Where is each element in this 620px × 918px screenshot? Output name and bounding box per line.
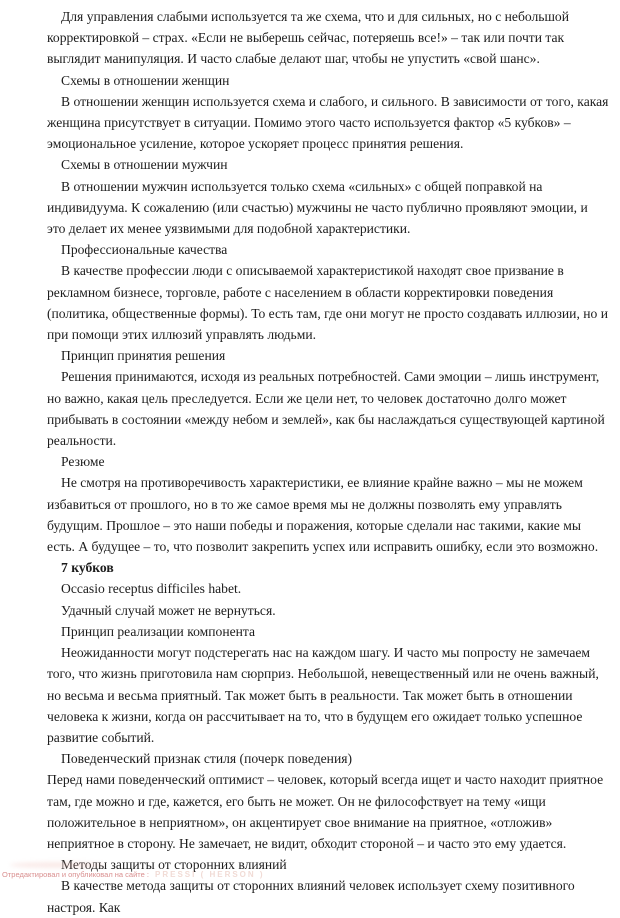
heading-professional-qualities: Профессиональные качества <box>61 242 228 258</box>
heading-behavior-style: Поведенческий признак стиля (почерк поведения) <box>61 751 352 767</box>
publisher-watermark-logo: PRESSI ( HERSON ) <box>155 870 265 879</box>
heading-component-realization: Принцип реализации компонента <box>61 623 256 639</box>
paragraph-schemes-women: В отношении женщин используется схема и слабого, и сильного. В зависимости от того, какая женщина присутствует в ситуации. Помимо этого часто используется фактор «5 кубков» – эмоциональное усиление, которое ускоряет процесс принятия решения. <box>47 93 609 152</box>
heading-decision-principle: Принцип принятия решения <box>61 348 226 364</box>
publisher-credit-text: Отредактировал и опубликовал на сайте : <box>2 870 149 879</box>
paragraph-component-realization: Неожиданности могут подстерегать нас на каждом шагу. И часто мы попросту не замечаем того, что жизнь приготовила нам сюрприз. Небольшой, невещественный или не очень важный, но весьма и весьма приятный. Так может быть в реальности. Так может быть в отношении человека к жизни, когда он рассчитывает на то, что в будущем его ожидает только успешное развитие событий. <box>47 645 599 745</box>
heading-schemes-women: Схемы в отношении женщин <box>61 72 230 88</box>
paragraph-resume: Не смотря на противоречивость характеристики, ее влияние крайне важно – мы не можем избавиться от прошлого, но в то же самое время мы не должны позволять ему управлять будущим. Прошлое – это наши победы и поражения, которые сделали нас такими, какие мы есть. А будущее – то, что позволит закрепить успех или исправить ошибку, если это возможно. <box>47 475 599 555</box>
paragraph-decision-principle: Решения принимаются, исходя из реальных потребностей. Сами эмоции – лишь инструмент, но важно, какая цель преследуется. Если же цели нет, то человек достаточно долго может прибывать в состоянии «между небом и землей», как бы наслаждаться существующей картиной реальности. <box>47 369 605 449</box>
heading-protection-methods: Методы защиты от сторонних влияний <box>61 857 287 873</box>
chapter-title-seven-of-cups: 7 кубков <box>61 560 114 576</box>
watermark-smudge <box>10 862 106 868</box>
paragraph-protection-methods: В качестве метода защиты от сторонних влияний человек использует схему позитивного настроя. Как <box>47 878 575 915</box>
epigraph-latin: Occasio receptus difficiles habet. <box>61 581 242 597</box>
heading-resume: Резюме <box>61 454 105 470</box>
paragraph-schemes-men: В отношении мужчин используется только схема «сильных» с общей поправкой на индивидуума. К сожалению (или счастью) мужчины не часто публично проявляют эмоции, и это делает их менее уязвимыми для подобной характеристики. <box>47 178 588 237</box>
epigraph-translation: Удачный случай может не вернуться. <box>61 602 276 618</box>
paragraph-weak-management: Для управления слабыми используется та же схема, что и для сильных, но с небольшой корректировкой – страх. «Если не выберешь сейчас, потеряешь все!» – так или почти так выглядит манипуляция. И часто слабые делают шаг, чтобы не упустить «свой шанс». <box>47 9 569 67</box>
paragraph-professional-qualities: В качестве профессии люди с описываемой характеристикой находят свое призвание в рекламном бизнесе, торговле, работе с населением в области корректировки поведения (политика, общественные формы). То есть там, где они могут не просто создавать иллюзии, но и при помощи этих иллюзий управлять людьми. <box>47 263 608 343</box>
heading-schemes-men: Схемы в отношении мужчин <box>61 157 228 173</box>
publisher-watermark <box>2 870 265 879</box>
paragraph-behavior-style: Перед нами поведенческий оптимист – человек, который всегда ищет и часто находит приятное там, где можно и где, кажется, его быть не может. Он не философствует на тему «ищи положительное в неприятном», он акцентирует свое внимание на приятное, «отложив» неприятное в сторону. Не замечает, не видит, обходит стороной – и часто это ему удается. <box>47 772 604 851</box>
